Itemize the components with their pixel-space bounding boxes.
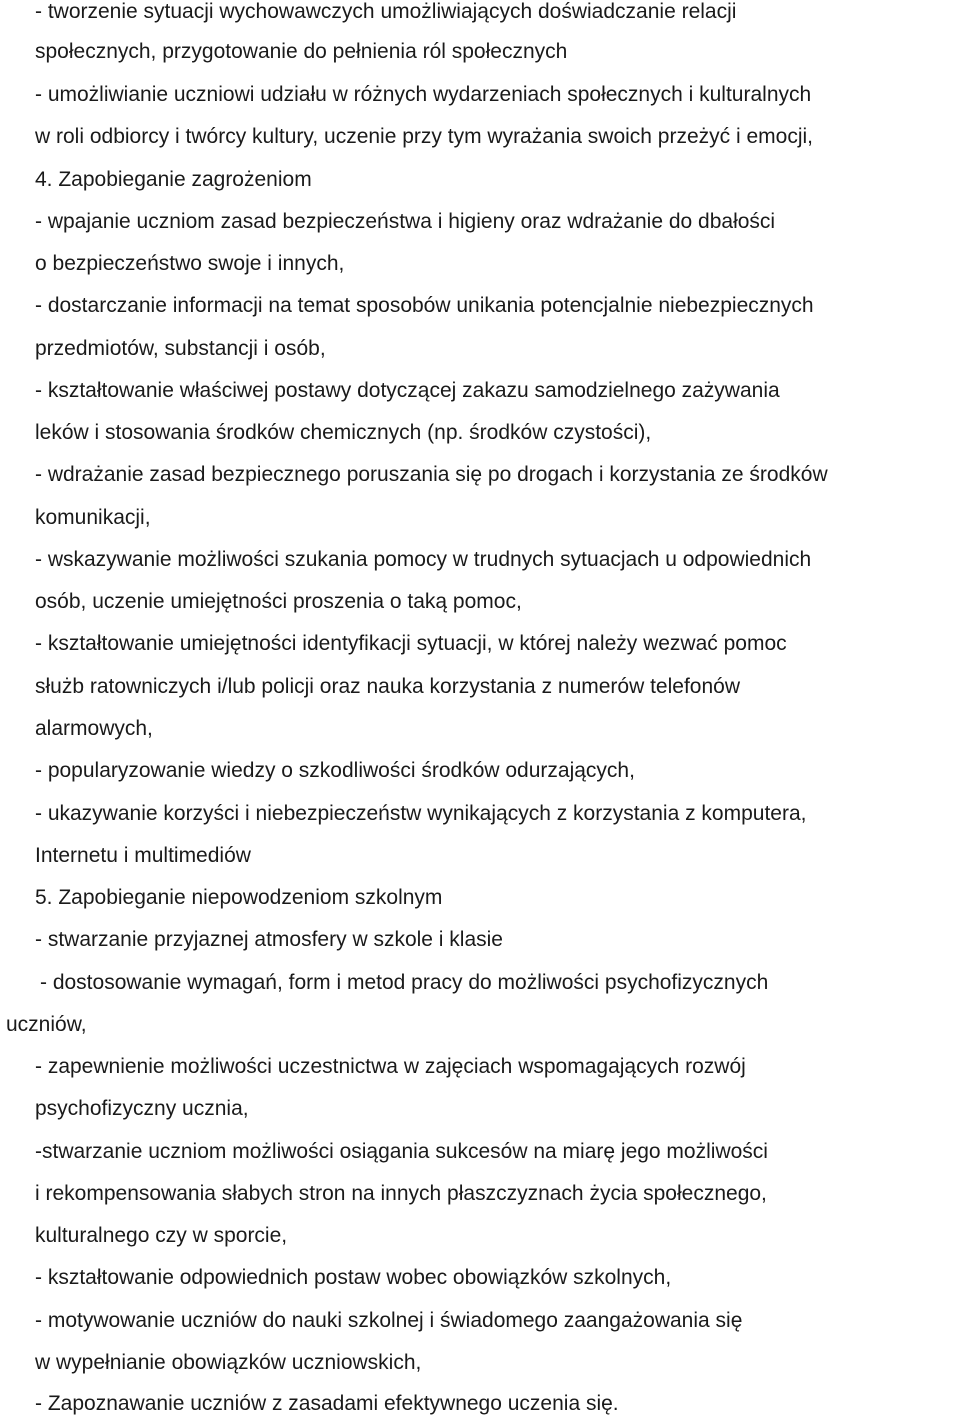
text-line: psychofizyczny ucznia, bbox=[35, 1097, 249, 1120]
text-line: - popularyzowanie wiedzy o szkodliwości środków odurzających, bbox=[35, 759, 635, 782]
text-line: - dostosowanie wymagań, form i metod pracy do możliwości psychofizycznych bbox=[40, 971, 769, 994]
text-line: - umożliwianie uczniowi udziału w różnych wydarzeniach społecznych i kulturalnych bbox=[35, 83, 812, 106]
text-line: uczniów, bbox=[6, 1013, 87, 1036]
section-heading: 5. Zapobieganie niepowodzeniom szkolnym bbox=[35, 886, 443, 909]
text-line: kulturalnego czy w sporcie, bbox=[35, 1224, 288, 1247]
section-heading: 4. Zapobieganie zagrożeniom bbox=[35, 168, 312, 191]
text-line: - wdrażanie zasad bezpiecznego poruszania się po drogach i korzystania ze środków bbox=[35, 463, 828, 486]
text-line: - Zapoznawanie uczniów z zasadami efektywnego uczenia się. bbox=[35, 1392, 619, 1415]
text-line: Internetu i multimediów bbox=[35, 844, 251, 867]
text-line: osób, uczenie umiejętności proszenia o taką pomoc, bbox=[35, 590, 522, 613]
text-line: -stwarzanie uczniom możliwości osiągania sukcesów na miarę jego możliwości bbox=[35, 1140, 768, 1163]
text-line: - motywowanie uczniów do nauki szkolnej i świadomego zaangażowania się bbox=[35, 1309, 743, 1332]
text-line: i rekompensowania słabych stron na innych płaszczyznach życia społecznego, bbox=[35, 1182, 767, 1205]
text-line: o bezpieczeństwo swoje i innych, bbox=[35, 252, 345, 275]
text-line: społecznych, przygotowanie do pełnienia ról społecznych bbox=[35, 40, 568, 63]
text-line: komunikacji, bbox=[35, 506, 151, 529]
text-line: alarmowych, bbox=[35, 717, 153, 740]
text-line: - zapewnienie możliwości uczestnictwa w zajęciach wspomagających rozwój bbox=[35, 1055, 746, 1078]
text-line: w wypełnianie obowiązków uczniowskich, bbox=[35, 1351, 422, 1374]
text-line: - wpajanie uczniom zasad bezpieczeństwa i higieny oraz wdrażanie do dbałości bbox=[35, 210, 776, 233]
text-line: - ukazywanie korzyści i niebezpieczeństw wynikających z korzystania z komputera, bbox=[35, 802, 807, 825]
text-line: - stwarzanie przyjaznej atmosfery w szkole i klasie bbox=[35, 928, 503, 951]
text-line: przedmiotów, substancji i osób, bbox=[35, 337, 326, 360]
text-line: leków i stosowania środków chemicznych (np. środków czystości), bbox=[35, 421, 652, 444]
text-line: - kształtowanie umiejętności identyfikacji sytuacji, w której należy wezwać pomoc bbox=[35, 632, 787, 655]
text-line: - wskazywanie możliwości szukania pomocy w trudnych sytuacjach u odpowiednich bbox=[35, 548, 812, 571]
text-line: - tworzenie sytuacji wychowawczych umożliwiających doświadczanie relacji bbox=[35, 0, 737, 23]
text-line: - kształtowanie właściwej postawy dotyczącej zakazu samodzielnego zażywania bbox=[35, 379, 780, 402]
text-line: w roli odbiorcy i twórcy kultury, uczenie przy tym wyrażania swoich przeżyć i emocji, bbox=[35, 125, 814, 148]
text-line: - dostarczanie informacji na temat sposobów unikania potencjalnie niebezpiecznych bbox=[35, 294, 814, 317]
text-line: - kształtowanie odpowiednich postaw wobec obowiązków szkolnych, bbox=[35, 1266, 672, 1289]
text-line: służb ratowniczych i/lub policji oraz nauka korzystania z numerów telefonów bbox=[35, 675, 740, 698]
